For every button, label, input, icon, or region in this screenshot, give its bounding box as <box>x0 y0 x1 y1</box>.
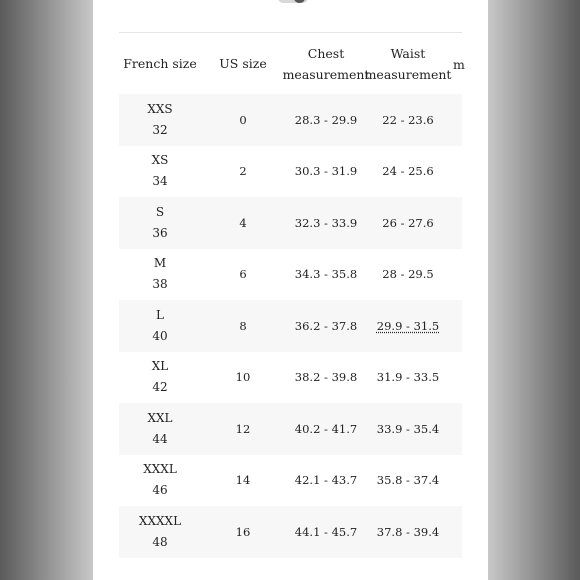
cell-us-size <box>201 352 285 404</box>
cell-waist-text: 28 - 29.5 <box>382 267 434 282</box>
cell-chest <box>285 94 367 146</box>
cell-french-size <box>119 94 201 146</box>
french-size-letter: XXXL <box>143 462 177 477</box>
cell-waist <box>367 94 449 146</box>
french-size-letter: XXXXL <box>138 513 182 528</box>
cell-french-size <box>119 146 201 198</box>
header-waist-line1: Waist <box>390 45 426 61</box>
cell-chest-text: 42.1 - 43.7 <box>294 473 358 488</box>
table-row <box>119 455 462 507</box>
cell-french-size <box>119 403 201 455</box>
table-body <box>119 94 462 558</box>
cell-chest <box>285 352 367 404</box>
cell-waist-text: 37.8 - 39.4 <box>376 524 440 539</box>
cell-french-size <box>119 249 201 301</box>
left-background-edge <box>0 0 93 580</box>
cell-us-size-text: 0 <box>239 112 247 127</box>
cell-us-size-text: 16 <box>235 524 251 539</box>
header-chest-measurement <box>282 33 370 94</box>
french-size-letter: S <box>155 204 165 219</box>
french-size-number: 48 <box>152 534 168 549</box>
cell-waist <box>367 197 449 249</box>
cell-waist <box>367 300 449 352</box>
french-size-letter: XXL <box>147 410 173 425</box>
cell-chest <box>285 403 367 455</box>
cell-us-size <box>201 249 285 301</box>
french-size-number: 44 <box>152 431 168 446</box>
cell-chest <box>285 197 367 249</box>
header-cut-off-text: m <box>453 57 465 72</box>
french-size-number: 46 <box>152 483 168 498</box>
table-row <box>119 249 462 301</box>
cell-chest-text: 44.1 - 45.7 <box>294 524 358 539</box>
header-waist-line2: measurement <box>364 66 452 82</box>
cell-us-size <box>201 403 285 455</box>
cell-waist <box>367 506 449 558</box>
cell-waist <box>367 403 449 455</box>
table-row <box>119 403 462 455</box>
french-size-number: 38 <box>152 277 168 292</box>
cell-waist <box>367 352 449 404</box>
cell-french-size <box>119 506 201 558</box>
french-size-letter: L <box>156 307 164 322</box>
cell-waist-text: 35.8 - 37.4 <box>376 473 440 488</box>
french-size-number: 32 <box>152 122 168 137</box>
header-chest-line2: measurement <box>282 66 370 82</box>
cropped-heading-fragment <box>278 0 308 3</box>
table-row <box>119 146 462 198</box>
cell-us-size <box>201 506 285 558</box>
cell-chest-text: 34.3 - 35.8 <box>294 267 358 282</box>
cell-chest <box>285 300 367 352</box>
cell-french-size <box>119 197 201 249</box>
cell-us-size <box>201 94 285 146</box>
table-row <box>119 94 462 146</box>
cell-chest-text: 36.2 - 37.8 <box>294 318 358 333</box>
cell-chest <box>285 455 367 507</box>
table-header-row <box>119 33 465 94</box>
cell-us-size <box>201 146 285 198</box>
cell-waist <box>367 455 449 507</box>
french-size-number: 36 <box>152 225 168 240</box>
french-size-letter: XXS <box>147 101 173 116</box>
header-cut-off-column <box>449 33 488 94</box>
cell-french-size <box>119 300 201 352</box>
right-background-edge <box>488 0 580 580</box>
cell-waist-text: 26 - 27.6 <box>382 215 434 230</box>
cell-waist-text: 33.9 - 35.4 <box>376 421 440 436</box>
french-size-number: 34 <box>152 174 168 189</box>
table-row <box>119 506 462 558</box>
cell-waist-text: 22 - 23.6 <box>382 112 434 127</box>
french-size-letter: M <box>153 256 167 271</box>
table-row <box>119 197 462 249</box>
cell-us-size-text: 6 <box>239 267 247 282</box>
cell-chest-text: 28.3 - 29.9 <box>294 112 358 127</box>
cell-us-size-text: 14 <box>235 473 251 488</box>
french-size-number: 42 <box>152 380 168 395</box>
french-size-letter: XL <box>151 359 169 374</box>
cell-us-size-text: 8 <box>239 318 247 333</box>
french-size-letter: XS <box>151 153 169 168</box>
cell-us-size-text: 12 <box>235 421 251 436</box>
size-chart-table <box>119 32 465 558</box>
table-row <box>119 300 462 352</box>
cell-us-size <box>201 197 285 249</box>
size-chart-page[interactable] <box>93 0 488 580</box>
cell-waist-text: 31.9 - 33.5 <box>376 370 440 385</box>
header-french-size: French size <box>123 56 197 71</box>
cell-us-size <box>201 300 285 352</box>
cell-waist <box>367 249 449 301</box>
header-waist-measurement <box>364 33 452 94</box>
header-chest-line1: Chest <box>307 45 345 61</box>
cell-us-size-text: 2 <box>239 164 247 179</box>
cell-chest-text: 32.3 - 33.9 <box>294 215 358 230</box>
cell-us-size-text: 10 <box>235 370 251 385</box>
cell-chest-text: 40.2 - 41.7 <box>294 421 358 436</box>
table-row <box>119 352 462 404</box>
cell-waist-text: 29.9 - 31.5 <box>376 318 440 333</box>
cell-chest-text: 38.2 - 39.8 <box>294 370 358 385</box>
french-size-number: 40 <box>152 328 168 343</box>
cell-chest-text: 30.3 - 31.9 <box>294 164 358 179</box>
cell-chest <box>285 249 367 301</box>
cell-french-size <box>119 455 201 507</box>
header-us-size: US size <box>219 56 267 71</box>
cell-french-size <box>119 352 201 404</box>
cell-chest <box>285 146 367 198</box>
cell-us-size-text: 4 <box>239 215 247 230</box>
cell-chest <box>285 506 367 558</box>
cell-us-size <box>201 455 285 507</box>
cell-waist-text: 24 - 25.6 <box>382 164 434 179</box>
cell-waist <box>367 146 449 198</box>
